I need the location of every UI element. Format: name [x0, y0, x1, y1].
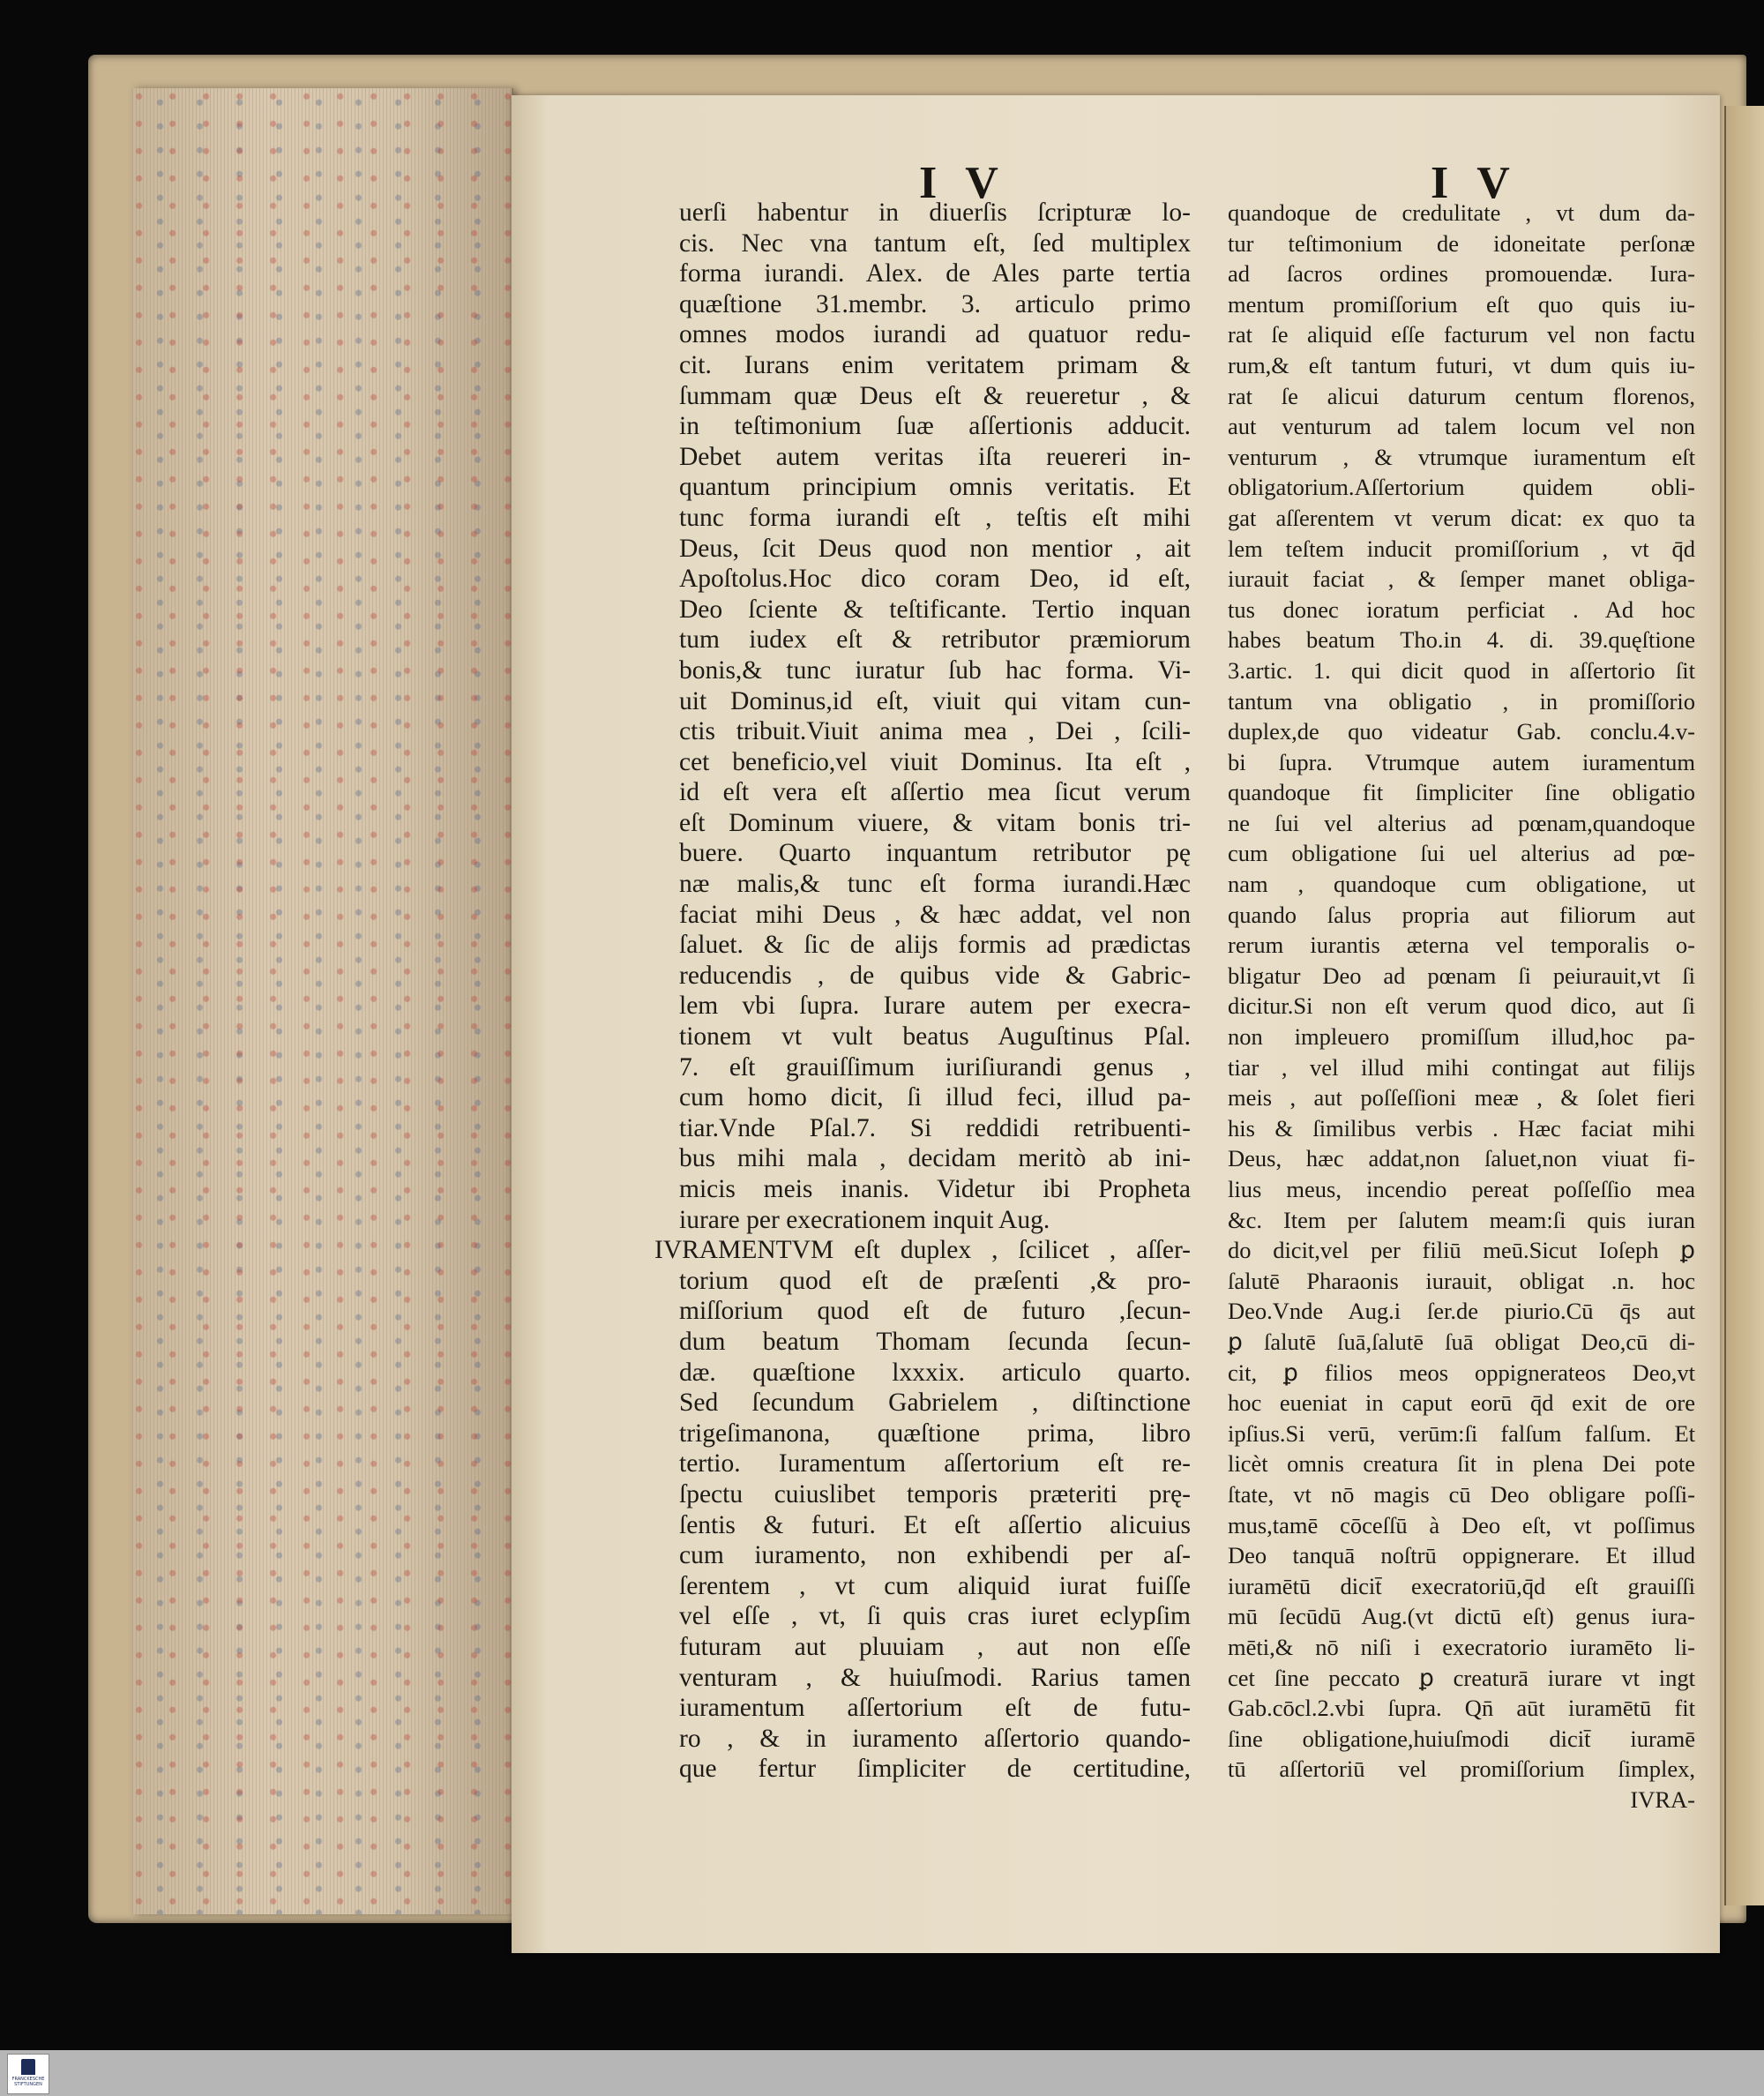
text-line: ſtate, vt nō magis cū Deo obligare poſſi-: [1228, 1480, 1695, 1508]
text-line: ſpectu cuiuslibet temporis præteriti prę-: [679, 1479, 1191, 1508]
text-line: quandoque fit ſimpliciter ſine obligatio: [1228, 779, 1695, 806]
text-line: ſaluet. & ſic de alijs formis ad prædictas: [679, 931, 1191, 960]
text-line: tur teſtimonium de idoneitate perſonæ: [1228, 229, 1695, 257]
text-line: venturam , & huiuſmodi. Rarius tamen: [679, 1663, 1191, 1692]
text-line: que fertur ſimpliciter de certitudine,: [679, 1755, 1191, 1784]
book-page: [512, 95, 1720, 1953]
text-line: quando ſalus propria aut filiorum aut: [1228, 901, 1695, 928]
text-line: dæ. quæſtione lxxxix. articulo quarto.: [679, 1358, 1191, 1387]
library-logo-icon: [7, 2054, 49, 2094]
text-line: hoc eueniat in caput eorū q̄d exit de ore: [1228, 1389, 1695, 1417]
text-line: IVRA-: [1630, 1785, 1695, 1813]
text-line: ipſius.Si verū, verūm:ſi falſum falſum. Et: [1228, 1419, 1695, 1447]
text-line: cit, ꝑ filios meos oppignerateos Deo,vt: [1228, 1359, 1695, 1386]
facing-page-edge: [1724, 106, 1764, 1905]
library-footer-strip: [0, 2050, 1764, 2096]
text-line: Deo tanquā noſtrū oppignerare. Et illud: [1228, 1542, 1695, 1569]
text-line: omnes modos iurandi ad quatuor redu-: [679, 320, 1191, 349]
text-line: mentum promiſſorium eſt quo quis iu-: [1228, 290, 1695, 318]
text-line: iuramētū dicit̄ execratoriū,q̄d eſt grauiſſi: [1228, 1572, 1695, 1599]
text-line: ctis tribuit.Viuit anima mea , Dei , ſcili-: [679, 717, 1191, 746]
text-line: ſerentem , vt cum aliquid iurat fuiſſe: [679, 1571, 1191, 1600]
text-line: ro , & in iuramento aſſertorio quando-: [679, 1724, 1191, 1753]
text-line: buere. Quarto inquantum retributor pę: [679, 839, 1191, 868]
text-line: non impleuero promiſſum illud,hoc pa-: [1228, 1023, 1695, 1051]
text-line: licèt omnis creatura ſit in plena Dei pote: [1228, 1450, 1695, 1478]
text-line: uit Dominus,id eſt, viuit qui vitam cun-: [679, 686, 1191, 715]
text-line: in teſtimonium ſuæ aſſertionis adducit.: [679, 412, 1191, 441]
text-line: nam , quandoque cum obligatione, ut: [1228, 871, 1695, 898]
text-line: reducendis , de quibus vide & Gabric-: [679, 961, 1191, 990]
page-stack-edge: [132, 88, 513, 1914]
text-line: ſummam quæ Deus eſt & reueretur , &: [679, 381, 1191, 410]
text-line: quandoque de credulitate , vt dum da-: [1228, 199, 1695, 226]
text-line: obligatorium.Aſſertorium quidem obli-: [1228, 474, 1695, 501]
text-line: do dicit,vel per filiū meū.Sicut Ioſeph ꝑ: [1228, 1237, 1695, 1264]
text-line: iuramentum aſſertorium eſt de futu-: [679, 1694, 1191, 1723]
text-line: rum,& eſt tantum futuri, vt dum quis iu-: [1228, 351, 1695, 378]
text-line: Deus, hæc addat,non ſaluet,non viuat fi-: [1228, 1145, 1695, 1172]
text-line: bonis,& tunc iuratur ſub hac forma. Vi-: [679, 655, 1191, 685]
text-line: ſentis & futuri. Et eſt aſſertio alicuius: [679, 1510, 1191, 1539]
text-line: habes beatum Tho.in 4. di. 39.quęſtione: [1228, 626, 1695, 654]
text-line: quæſtione 31.membr. 3. articulo primo: [679, 289, 1191, 318]
text-line: bligatur Deo ad pœnam ſi peiurauit,vt ſi: [1228, 962, 1695, 989]
text-line: 3.artic. 1. qui dicit quod in aſſertorio ſit: [1228, 656, 1695, 684]
text-line: vel eſſe , vt, ſi quis cras iuret eclypſim: [679, 1602, 1191, 1631]
text-line: tū aſſertoriū vel promiſſorium ſimplex,: [1228, 1755, 1695, 1783]
text-line: uerſi habentur in diuerſis ſcripturæ lo-: [679, 198, 1191, 227]
text-line: id eſt vera eſt aſſertio mea ſicut verum: [679, 778, 1191, 807]
text-column-right: [1228, 198, 1695, 1815]
text-line: mū ſecūdū Aug.(vt dictū eſt) genus iura-: [1228, 1603, 1695, 1630]
text-line: ſine obligatione,huiuſmodi dicit̄ iuramē: [1228, 1725, 1695, 1752]
text-line: iurare per execrationem inquit Aug.: [679, 1205, 1050, 1234]
text-line: tunc forma iurandi eſt , teſtis eſt mihi: [679, 503, 1191, 532]
text-line: lem teſtem inducit promiſſorium , vt q̄d: [1228, 535, 1695, 562]
text-line: tiar , vel illud mihi contingat aut filijs: [1228, 1053, 1695, 1081]
text-line: cet ſine peccato ꝑ creaturā iurare vt ingt: [1228, 1664, 1695, 1691]
text-line: cet beneficio,vel viuit Dominus. Ita eſt ,: [679, 747, 1191, 776]
text-line: aut venturum ad talem locum vel non: [1228, 413, 1695, 440]
text-line: Apoſtolus.Hoc dico coram Deo, id eſt,: [679, 565, 1191, 594]
text-line: ſalutē Pharaonis iurauit, obligat .n. hoc: [1228, 1267, 1695, 1294]
text-line: 7. eſt grauiſſimum iuriſiurandi genus ,: [679, 1052, 1191, 1082]
text-line: cis. Nec vna tantum eſt, ſed multiplex: [679, 228, 1191, 258]
text-line: ne ſui vel alterius ad pœnam,quandoque: [1228, 809, 1695, 836]
text-line: Deus, ſcit Deus quod non mentior , ait: [679, 534, 1191, 563]
text-line: dicitur.Si non eſt verum quod dico, aut ſi: [1228, 992, 1695, 1020]
text-line: Sed ſecundum Gabrielem , diſtinctione: [679, 1389, 1191, 1418]
text-line: iurauit faciat , & ſemper manet obliga-: [1228, 565, 1695, 593]
text-line: Deo.Vnde Aug.i ſer.de piurio.Cū q̄s aut: [1228, 1298, 1695, 1325]
text-line: tantum vna obligatio , in promiſſorio: [1228, 687, 1695, 715]
text-line: cum iuramento, non exhibendi per aſ-: [679, 1541, 1191, 1570]
text-line: rat ſe aliquid eſſe facturum vel non factu: [1228, 321, 1695, 348]
running-header-left: I V: [919, 158, 1007, 208]
text-line: venturum , & vtrumque iuramentum eſt: [1228, 443, 1695, 470]
text-line: forma iurandi. Alex. de Ales parte tertia: [679, 259, 1191, 288]
text-line: eſt Dominum viuere, & vitam bonis tri-: [679, 808, 1191, 837]
text-line: tertio. Iuramentum aſſertorium eſt re-: [679, 1449, 1191, 1478]
library-logo-label: FRANCKESCHE STIFTUNGEN: [11, 2077, 45, 2087]
text-line: meis , aut poſſeſſioni meæ , & ſolet fieri: [1228, 1084, 1695, 1112]
text-line: bi ſupra. Vtrumque autem iuramentum: [1228, 748, 1695, 775]
text-line: trigeſimanona, quæſtione prima, libro: [679, 1419, 1191, 1448]
text-line: ꝑ ſalutē ſuā,ſalutē ſuā obligat Deo,cū di-: [1228, 1328, 1695, 1355]
text-line: quantum principium omnis veritatis. Et: [679, 473, 1191, 502]
text-line: tiar.Vnde Pſal.7. Si reddidi retribuenti-: [679, 1113, 1191, 1142]
text-line: torium quod eſt de præſenti ,& pro-: [679, 1266, 1191, 1295]
text-line: tus donec ioratum perficiat . Ad hoc: [1228, 595, 1695, 623]
text-line: Gab.cōcl.2.vbi ſupra. Qn̄ aūt iuramētū fit: [1228, 1695, 1695, 1722]
text-line: duplex,de quo videatur Gab. conclu.4.v-: [1228, 718, 1695, 745]
text-line: his & ſimilibus verbis . Hæc faciat mihi: [1228, 1114, 1695, 1142]
text-line: micis meis inanis. Videtur ibi Propheta: [679, 1175, 1191, 1203]
text-line: rerum iurantis æterna vel temporalis o-: [1228, 932, 1695, 959]
text-line: &c. Item per ſalutem meam:ſi quis iuran: [1228, 1206, 1695, 1233]
text-column-left: [654, 198, 1191, 1785]
text-line: gat aſſerentem vt verum dicat: ex quo ta: [1228, 504, 1695, 531]
text-line: bus mihi mala , decidam meritò ab ini-: [679, 1144, 1191, 1173]
text-line: dum beatum Thomam ſecunda ſecun-: [679, 1327, 1191, 1356]
text-line: cit. Iurans enim veritatem primam &: [679, 350, 1191, 379]
building-icon: [21, 2059, 35, 2075]
text-line: mus,tamē cōceſſū à Deo eſt, vt poſſimus: [1228, 1511, 1695, 1538]
text-line: rat ſe alicui daturum centum florenos,: [1228, 382, 1695, 409]
text-line: mēti,& nō niſi i execratorio iuramēto li-: [1228, 1633, 1695, 1660]
text-line: næ malis,& tunc eſt forma iurandi.Hæc: [679, 870, 1191, 899]
text-line: faciat mihi Deus , & hæc addat, vel non: [679, 900, 1191, 929]
text-line: lem vbi ſupra. Iurare autem per execra-: [679, 992, 1191, 1021]
text-line: futuram aut pluuiam , aut non eſſe: [679, 1632, 1191, 1661]
text-line: Deo ſciente & teſtificante. Tertio inquan: [679, 595, 1191, 624]
text-line: cum obligatione ſui uel alterius ad pœ-: [1228, 840, 1695, 867]
text-line: ad ſacros ordines promouendæ. Iura-: [1228, 260, 1695, 288]
text-line: miſſorium quod eſt de futuro ,ſecun-: [679, 1297, 1191, 1326]
text-line: tum iudex eſt & retributor præmiorum: [679, 625, 1191, 655]
text-line: Debet autem veritas iſta reuereri in-: [679, 442, 1191, 471]
running-header-right: I V: [1431, 158, 1519, 208]
text-line: tionem vt vult beatus Auguſtinus Pſal.: [679, 1022, 1191, 1052]
text-line: lius meus, incendio pereat poſſeſſio mea: [1228, 1176, 1695, 1202]
text-line: IVRAMENTVM eſt duplex , ſcilicet , aſſer-: [654, 1236, 1191, 1265]
text-line: cum homo dicit, ſi illud feci, illud pa-: [679, 1083, 1191, 1112]
